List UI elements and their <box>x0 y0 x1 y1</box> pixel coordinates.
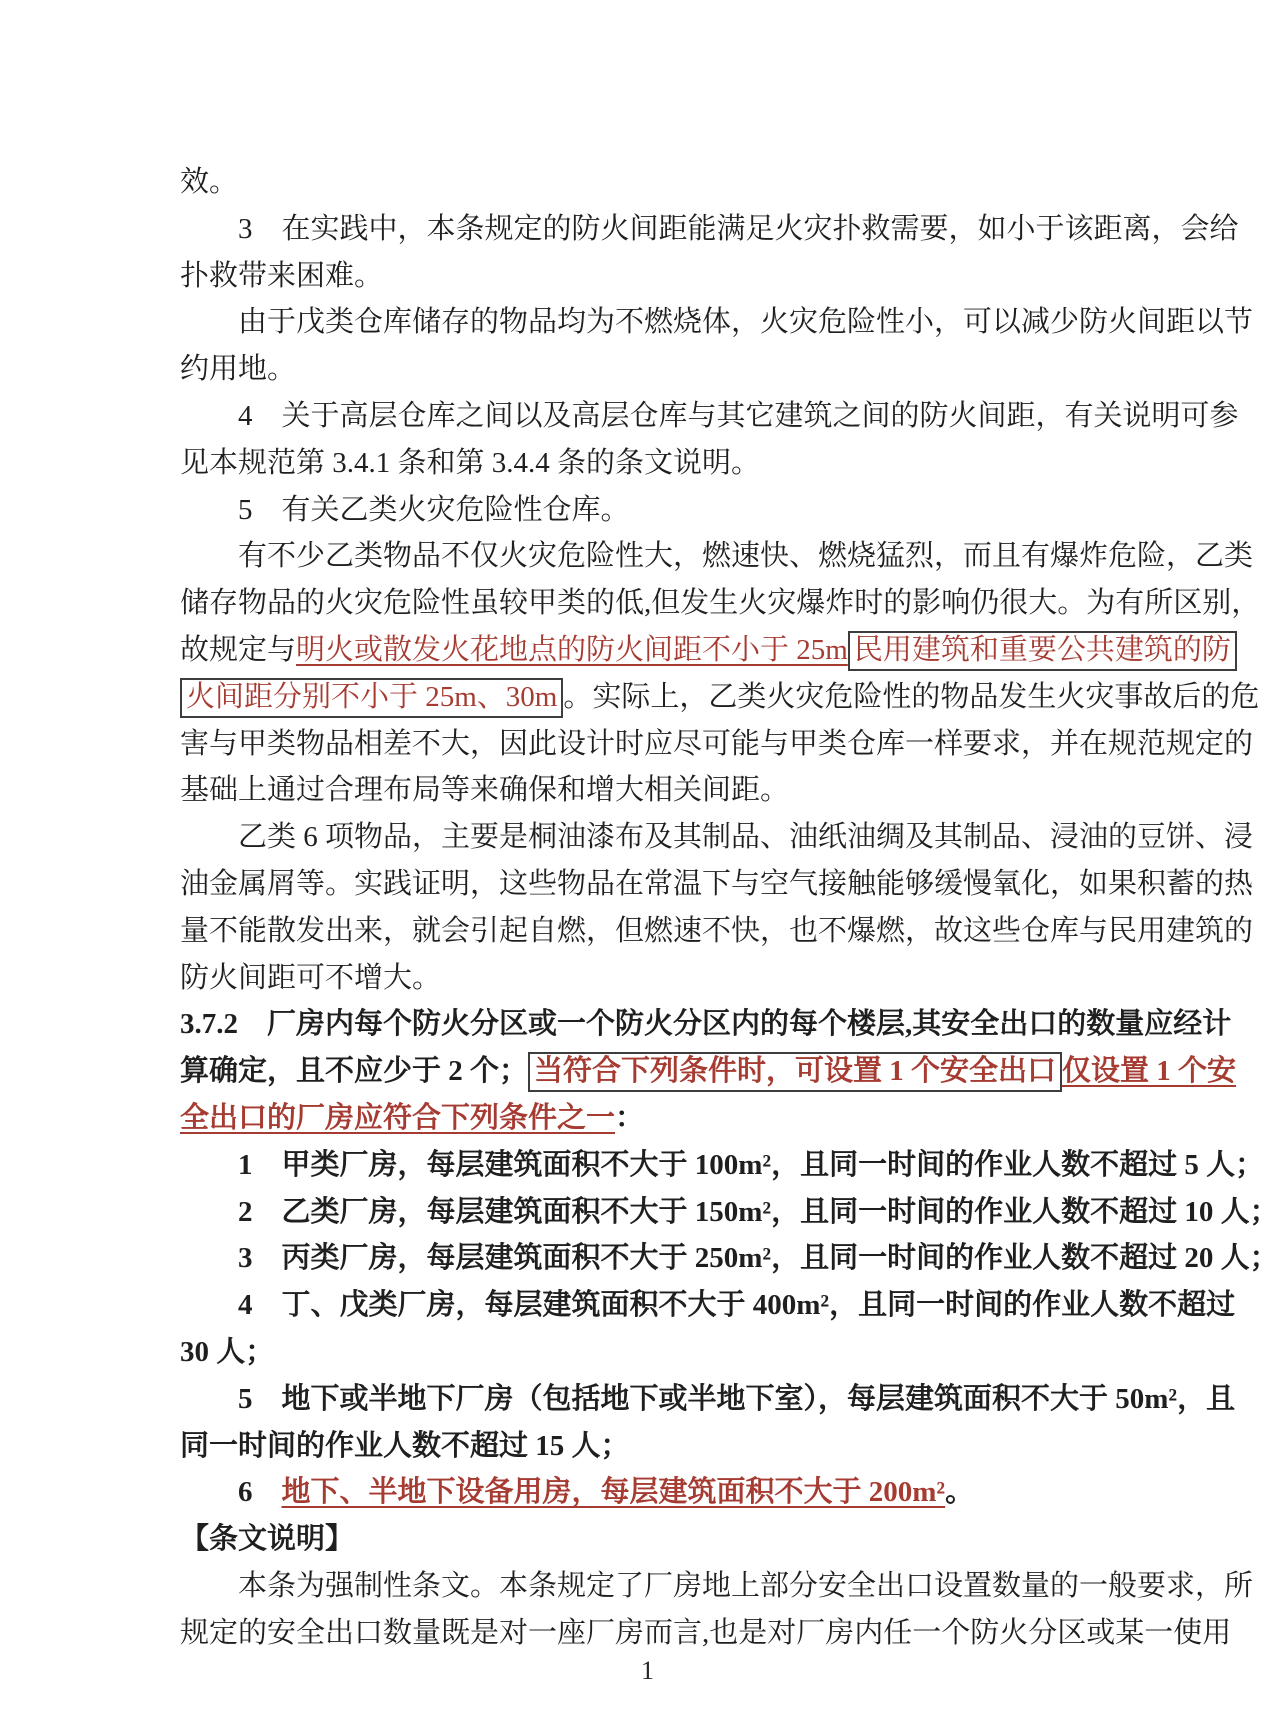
body-text: 约用地。 <box>180 353 297 386</box>
doc-line <box>180 206 1239 253</box>
body-text: 基础上通过合理布局等来确保和增大相关间距。 <box>180 774 790 807</box>
document-body <box>180 159 1279 1657</box>
revision-inserted-text: 仅设置 1 个安 <box>1062 1055 1237 1088</box>
clause-item-1 <box>180 1142 1265 1189</box>
doc-line <box>180 159 1115 206</box>
body-text: 5 地下或半地下厂房（包括地下或半地下室），每层建筑面积不大于 50m²，且 <box>238 1382 1236 1415</box>
body-text: 扑救带来困难。 <box>180 259 384 292</box>
doc-line <box>180 814 1254 861</box>
body-text: 害与甲类物品相差不大，因此设计时应尽可能与甲类仓库一样要求，并在规范规定的 <box>180 727 1254 760</box>
doc-line <box>180 299 1254 346</box>
doc-line <box>180 440 1115 487</box>
body-text: 规定的安全出口数量既是对一座厂房而言,也是对厂房内任一个防火分区或某一使用 <box>180 1616 1232 1649</box>
body-text: 4 丁、戊类厂房，每层建筑面积不大于 400m²，且同一时间的作业人数不超过 <box>238 1289 1236 1322</box>
doc-line <box>180 393 1239 440</box>
body-text: 1 甲类厂房，每层建筑面积不大于 100m²，且同一时间的作业人数不超过 5 人； <box>238 1148 1265 1181</box>
body-text: 量不能散发出来，就会引起自燃，但燃速不快，也不爆燃，故这些仓库与民用建筑的 <box>180 914 1254 947</box>
body-text: 本条为强制性条文。本条规定了厂房地上部分安全出口设置数量的一般要求，所 <box>238 1569 1254 1602</box>
body-text: 6 <box>238 1476 282 1509</box>
clause-item-4 <box>180 1282 1236 1329</box>
body-text: 故规定与 <box>180 633 297 666</box>
body-text: 3 在实践中，本条规定的防火间距能满足火灾扑救需要，如小于该距离，会给 <box>238 212 1239 245</box>
body-text: 【条文说明】 <box>180 1523 355 1556</box>
body-text: 效。 <box>180 166 239 198</box>
clause-372-line <box>180 1095 1115 1142</box>
body-text: 算确定，且不应少于 2 个； <box>180 1055 529 1088</box>
body-text: 防火间距可不增大。 <box>180 961 442 994</box>
clause-item-5 <box>180 1376 1236 1423</box>
clause-372-heading-line <box>180 1001 1232 1048</box>
doc-line <box>180 253 1115 300</box>
doc-line <box>180 1610 1232 1657</box>
clause-item-5-continued <box>180 1423 1115 1470</box>
doc-line <box>180 580 1261 627</box>
doc-line <box>180 955 1115 1002</box>
body-text: 3 丙类厂房，每层建筑面积不大于 250m²，且同一时间的作业人数不超过 20 人； <box>238 1242 1279 1275</box>
doc-line <box>180 1563 1254 1610</box>
body-text: ： <box>615 1101 645 1134</box>
clause-item-6 <box>180 1469 1115 1516</box>
doc-line <box>180 861 1254 908</box>
explanation-heading <box>180 1516 1115 1563</box>
body-text: 30 人； <box>180 1335 275 1368</box>
doc-line <box>180 767 1115 814</box>
clause-item-2 <box>180 1189 1279 1236</box>
body-text: 4 关于高层仓库之间以及高层仓库与其它建筑之间的防火间距，有关说明可参 <box>238 399 1239 432</box>
body-text: 储存物品的火灾危险性虽较甲类的低,但发生火灾爆炸时的影响仍很大。为有所区别， <box>180 587 1261 620</box>
body-text: 由于戊类仓库储存的物品均为不燃烧体，火灾危险性小，可以减少防火间距以节 <box>238 306 1254 339</box>
body-text: 同一时间的作业人数不超过 15 人； <box>180 1429 630 1462</box>
revision-boxed-text: 民用建筑和重要公共建筑的防 <box>848 631 1237 671</box>
body-text: 有不少乙类物品不仅火灾危险性大，燃速快、燃烧猛烈，而且有爆炸危险，乙类 <box>238 540 1254 573</box>
doc-line <box>180 908 1254 955</box>
clause-number-and-text: 3.7.2 厂房内每个防火分区或一个防火分区内的每个楼层,其安全出口的数量应经计 <box>180 1008 1232 1041</box>
doc-line <box>180 674 1260 721</box>
doc-line <box>180 721 1254 768</box>
revision-inserted-text: 全出口的厂房应符合下列条件之一 <box>180 1101 616 1134</box>
body-text: 。 <box>945 1476 975 1509</box>
body-text: 2 乙类厂房，每层建筑面积不大于 150m²，且同一时间的作业人数不超过 10 人； <box>238 1195 1279 1228</box>
clause-item-4-continued <box>180 1329 1115 1376</box>
body-text: 见本规范第 3.4.1 条和第 3.4.4 条的条文说明。 <box>180 446 761 479</box>
revision-inserted-text: 地下、半地下设备用房，每层建筑面积不大于 200m² <box>281 1476 946 1509</box>
revision-boxed-text: 火间距分别不小于 25m、30m <box>180 678 563 718</box>
doc-line <box>180 627 1231 674</box>
body-text: 油金属屑等。实践证明，这些物品在常温下与空气接触能够缓慢氧化，如果积蓄的热 <box>180 867 1254 900</box>
body-text: 5 有关乙类火灾危险性仓库。 <box>238 493 630 526</box>
doc-line <box>180 346 1115 393</box>
clause-372-line <box>180 1048 1237 1095</box>
clause-item-3 <box>180 1235 1279 1282</box>
revision-inserted-text: 明火或散发火花地点的防火间距不小于 25m <box>296 633 848 666</box>
doc-line <box>180 533 1254 580</box>
doc-line <box>180 487 1115 534</box>
body-text: 乙类 6 项物品，主要是桐油漆布及其制品、油纸油绸及其制品、浸油的豆饼、浸 <box>238 821 1254 854</box>
page-number: 1 <box>641 1656 654 1685</box>
revision-boxed-text: 当符合下列条件时，可设置 1 个安全出口 <box>528 1052 1062 1092</box>
body-text: 。实际上，乙类火灾危险性的物品发生火灾事故后的危 <box>563 680 1260 713</box>
